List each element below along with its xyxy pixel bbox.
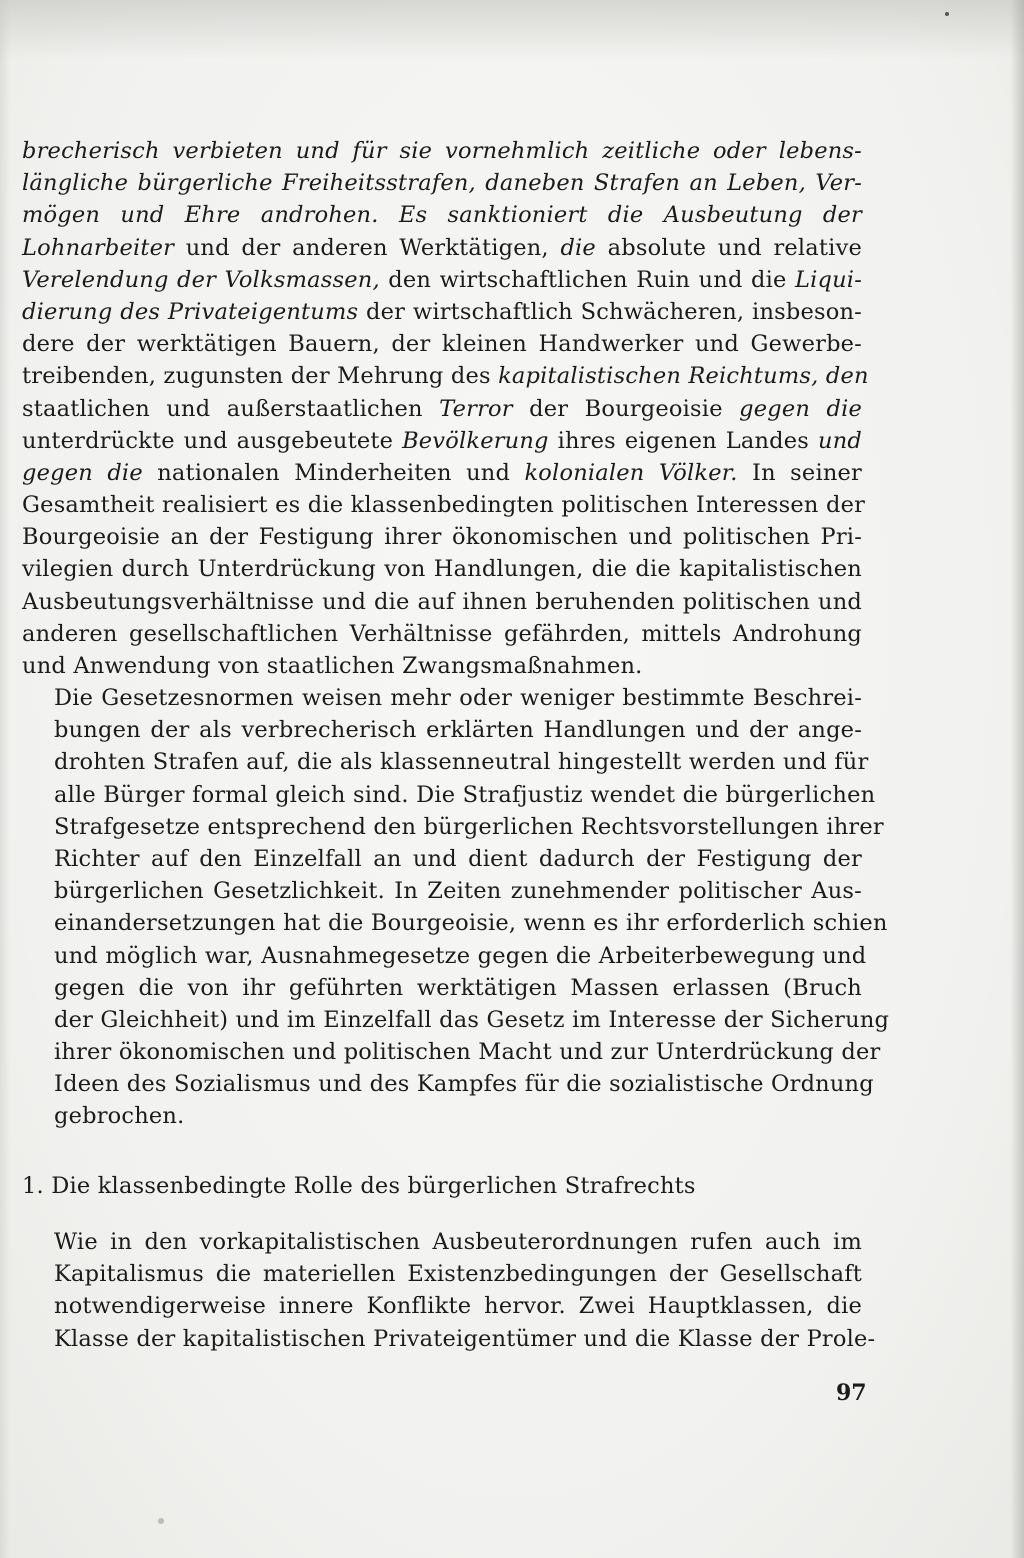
- text-line: [22, 650, 862, 682]
- text-line: [22, 135, 862, 167]
- text-segment: und Anwendung von staatlichen Zwangsmaßnahmen.: [22, 653, 643, 679]
- text-segment: und der anderen Werktätigen,: [174, 234, 561, 261]
- text-segment: absolute und relative: [595, 234, 862, 261]
- text-segment: der Bourgeoisie: [512, 395, 740, 422]
- scan-speck: [945, 12, 949, 16]
- text-line: und möglich war, Ausnahmegesetze gegen die Arbeiterbewegung und: [54, 942, 867, 969]
- text-segment: nationalen Minderheiten und: [142, 459, 525, 486]
- italic-text-segment: längliche bürgerliche Freiheitsstrafen, daneben Strafen an Leben, Ver-: [22, 170, 862, 197]
- italic-text-segment: gegen die: [739, 395, 863, 422]
- italic-text-segment: Lohnarbeiter: [22, 234, 175, 261]
- text-segment: treibenden, zugunsten der Mehrung des: [22, 363, 499, 390]
- paragraph-2: [22, 682, 890, 1133]
- text-segment: dere der werktätigen Bauern, der kleinen Handwerker und Gewerbe-: [22, 331, 862, 358]
- text-line: Kapitalismus die materiellen Existenzbedingungen der Gesellschaft: [54, 1261, 862, 1288]
- scan-speck: [158, 1518, 164, 1524]
- text-line: [22, 360, 869, 392]
- text-line: [22, 232, 862, 264]
- text-line: Ideen des Sozialismus und des Kampfes für die sozialistische Ordnung: [54, 1071, 874, 1098]
- text-line: Richter auf den Einzelfall an und dient dadurch der Festigung der: [54, 845, 862, 872]
- text-segment: vilegien durch Unterdrückung von Handlungen, die die kapitalistischen: [22, 556, 862, 583]
- paragraph-1: [22, 135, 869, 682]
- text-line: Wie in den vorkapitalistischen Ausbeuterordnungen rufen auch im: [54, 1229, 862, 1255]
- italic-text-segment: Bevölkerung: [402, 427, 549, 454]
- text-segment: anderen gesellschaftlichen Verhältnisse gefährden, mittels Androhung: [22, 620, 862, 647]
- section-heading: 1. Die klassenbedingte Rolle des bürgerlichen Strafrechts: [22, 1173, 696, 1199]
- italic-text-segment: kapitalistischen Reichtums, den: [498, 363, 869, 390]
- text-line: einandersetzungen hat die Bourgeoisie, wenn es ihr erforderlich schien: [54, 910, 888, 937]
- text-line: ihrer ökonomischen und politischen Macht und zur Unterdrückung der: [54, 1039, 881, 1066]
- text-line: [22, 586, 862, 618]
- text-segment: In seiner: [737, 459, 862, 486]
- text-line: [22, 264, 862, 296]
- text-line: [22, 553, 862, 585]
- text-line: der Gleichheit) und im Einzelfall das Gesetz im Interesse der Sicherung: [54, 1006, 890, 1033]
- text-segment: staatlichen und außerstaatlichen: [22, 395, 440, 422]
- text-line: gegen die von ihr geführten werktätigen Massen erlassen (Bruch: [54, 974, 862, 1001]
- page-number: 97: [836, 1380, 867, 1406]
- italic-text-segment: gegen die: [22, 459, 143, 486]
- text-line: Die Gesetzesnormen weisen mehr oder weniger bestimmte Beschrei-: [54, 685, 862, 711]
- text-line: [22, 457, 862, 489]
- text-line: [22, 296, 862, 328]
- text-line: notwendigerweise innere Konflikte hervor. Zwei Hauptklassen, die: [54, 1293, 862, 1320]
- text-line: [22, 199, 862, 231]
- text-line: [22, 167, 862, 199]
- text-segment: unterdrückte und ausgebeutete: [22, 427, 403, 454]
- text-segment: Bourgeoisie an der Festigung ihrer ökonomischen und politischen Pri-: [22, 524, 862, 551]
- scan-right-edge: [1010, 0, 1024, 1558]
- text-line: [22, 618, 862, 650]
- text-line: [22, 521, 862, 553]
- text-line: bürgerlichen Gesetzlichkeit. In Zeiten zunehmender politischer Aus-: [54, 878, 862, 905]
- text-line: [22, 328, 862, 360]
- text-segment: Gesamtheit realisiert es die klassenbedingten politischen Interessen der: [22, 492, 866, 519]
- text-segment: den wirtschaftlichen Ruin und die: [379, 266, 795, 293]
- text-line: drohten Strafen auf, die als klassenneutral hingestellt werden und für: [54, 749, 869, 776]
- text-segment: ihres eigenen Landes: [548, 427, 818, 454]
- italic-text-segment: Terror: [439, 395, 513, 422]
- text-line: [22, 489, 866, 521]
- italic-text-segment: Liqui-: [794, 266, 862, 293]
- text-line: [22, 393, 862, 425]
- scan-top-shadow: [0, 0, 1024, 60]
- italic-text-segment: und: [818, 427, 862, 454]
- italic-text-segment: dierung des Privateigentums: [22, 298, 359, 325]
- text-line: alle Bürger formal gleich sind. Die Strafjustiz wendet die bürgerlichen: [54, 781, 876, 808]
- text-line: Klasse der kapitalistischen Privateigentümer und die Klasse der Prole-: [54, 1325, 876, 1352]
- text-line: [22, 425, 862, 457]
- italic-text-segment: kolonialen Völker.: [524, 459, 738, 486]
- italic-text-segment: brecherisch verbieten und für sie vornehmlich zeitliche oder lebens-: [22, 138, 862, 164]
- text-segment: Ausbeutungsverhältnisse und die auf ihnen beruhenden politischen und: [22, 588, 862, 615]
- text-line: gebrochen.: [54, 1103, 185, 1130]
- italic-text-segment: Verelendung der Volksmassen,: [22, 266, 380, 293]
- italic-text-segment: mögen und Ehre androhen. Es sanktioniert die Ausbeutung der: [22, 202, 862, 229]
- text-segment: der wirtschaftlich Schwächeren, insbeson-: [358, 298, 862, 325]
- italic-text-segment: die: [560, 234, 596, 261]
- text-line: bungen der als verbrecherisch erklärten Handlungen und der ange-: [54, 717, 862, 744]
- paragraph-3: [22, 1226, 876, 1355]
- text-line: Strafgesetze entsprechend den bürgerlichen Rechtsvorstellungen ihrer: [54, 813, 884, 840]
- scan-left-edge: [0, 0, 10, 1558]
